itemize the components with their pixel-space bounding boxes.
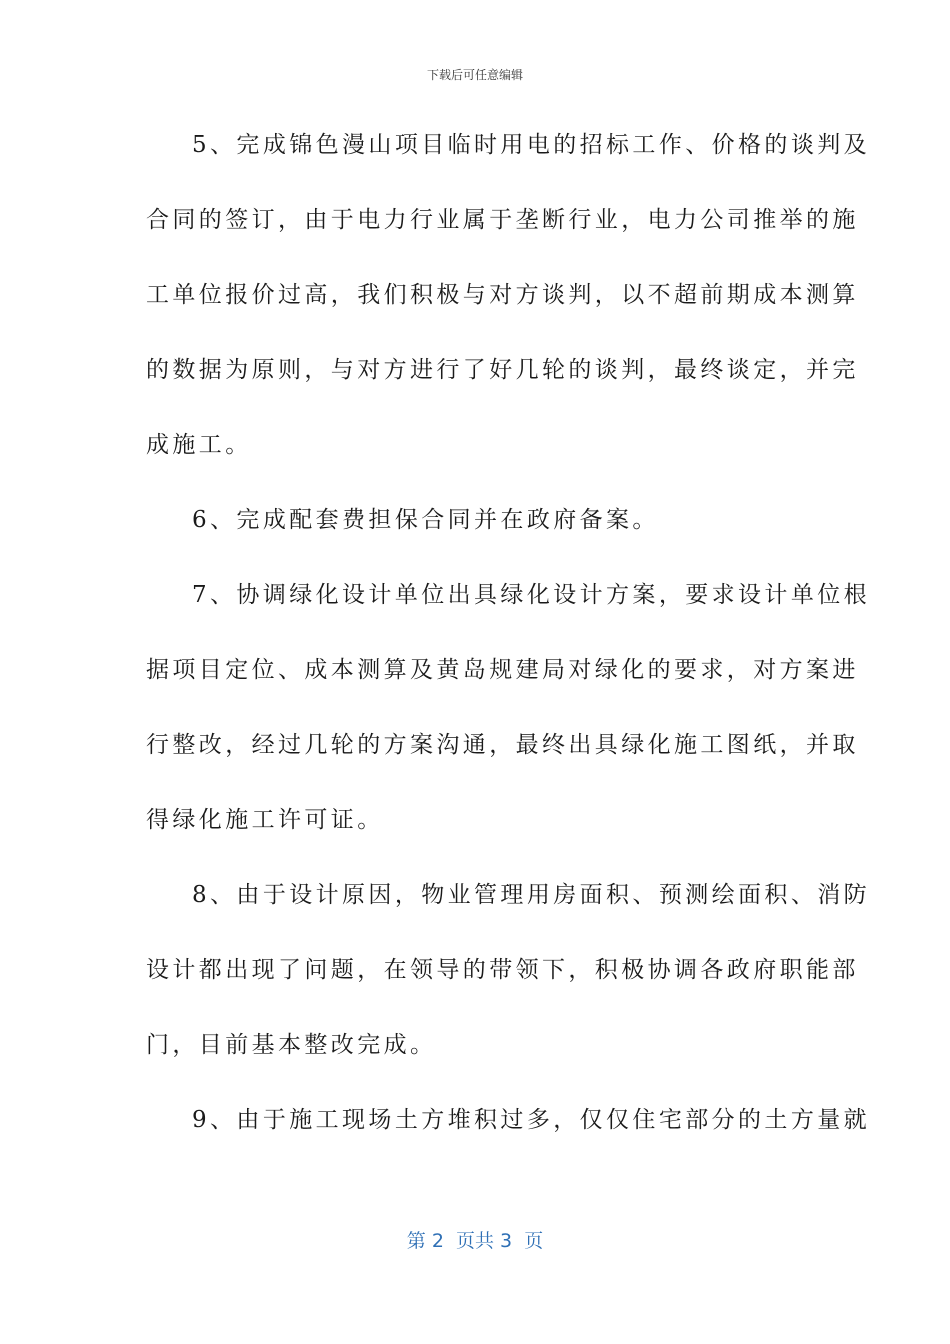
paragraph-5-line-4: 的数据为原则，与对方进行了好几轮的谈判，最终谈定，并完 (146, 357, 859, 383)
paragraph-6-line-1: 6、完成配套费担保合同并在政府备案。 (192, 507, 659, 533)
paragraph-5-line-1: 5、完成锦色漫山项目临时用电的招标工作、价格的谈判及 (192, 132, 871, 158)
paragraph-5-line-2: 合同的签订，由于电力行业属于垄断行业，电力公司推举的施 (146, 207, 859, 233)
paragraph-7-line-2: 据项目定位、成本测算及黄岛规建局对绿化的要求，对方案进 (146, 657, 859, 683)
paragraph-5-line-5: 成施工。 (146, 432, 252, 458)
paragraph-7-line-1: 7、协调绿化设计单位出具绿化设计方案，要求设计单位根 (192, 582, 871, 608)
paragraph-8-line-2: 设计都出现了问题，在领导的带领下，积极协调各政府职能部 (146, 957, 859, 983)
page-number: 第 2 页共 3 页 (406, 1230, 544, 1252)
paragraph-9-line-1: 9、由于施工现场土方堆积过多，仅仅住宅部分的土方量就 (192, 1107, 871, 1133)
paragraph-5-line-3: 工单位报价过高，我们积极与对方谈判，以不超前期成本测算 (146, 282, 859, 308)
download-note: 下载后可任意编辑 (426, 68, 523, 82)
paragraph-8-line-3: 门，目前基本整改完成。 (146, 1032, 437, 1058)
paragraph-7-line-3: 行整改，经过几轮的方案沟通，最终出具绿化施工图纸，并取 (146, 732, 859, 758)
paragraph-8-line-1: 8、由于设计原因，物业管理用房面积、预测绘面积、消防 (192, 882, 871, 908)
paragraph-7-line-4: 得绿化施工许可证。 (146, 807, 384, 833)
